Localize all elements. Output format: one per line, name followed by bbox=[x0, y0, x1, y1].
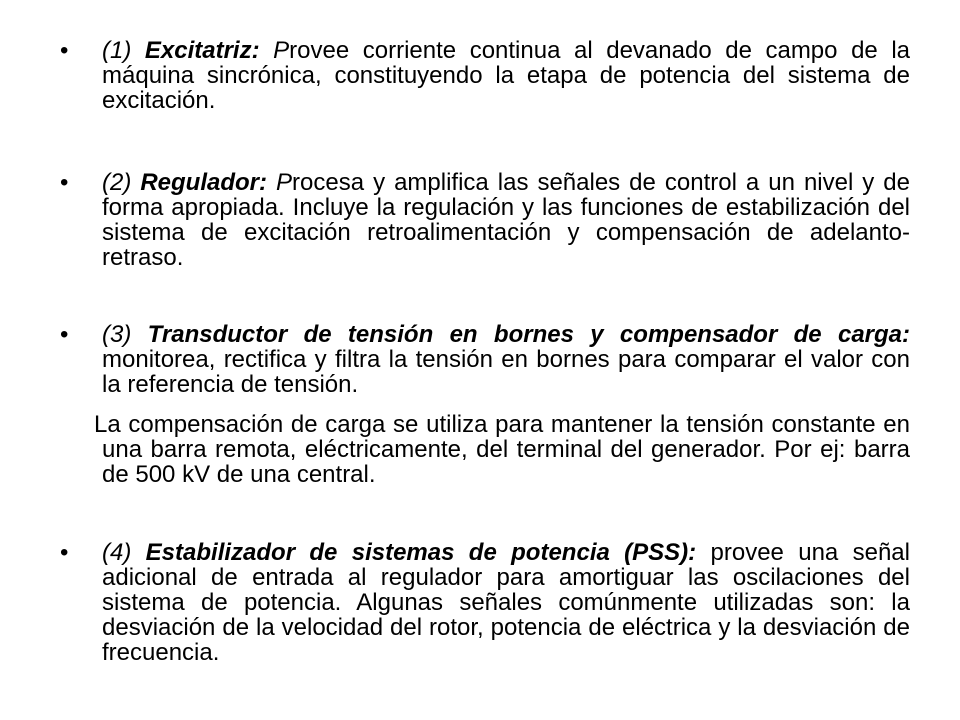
bullet-dot: • bbox=[60, 539, 69, 566]
bullet-text-transductor bbox=[102, 322, 910, 397]
bullet-text-excitatriz bbox=[102, 38, 910, 113]
bullet-text-estabilizador bbox=[102, 540, 910, 665]
item-term: Regulador: bbox=[140, 169, 268, 196]
item-number: (4) bbox=[102, 539, 146, 566]
item-term: Transductor de tensión en bornes y compensador de carga: bbox=[147, 321, 911, 348]
bullet-dot: • bbox=[60, 321, 69, 348]
item-term: Estabilizador de sistemas de potencia (PSS): bbox=[145, 539, 697, 566]
bullet-dot: • bbox=[60, 37, 69, 64]
item-number: (1) bbox=[102, 37, 145, 64]
item-description: rovee corriente continua al devanado de campo de la máquina sincrónica, constituyendo la etapa de potencia del sistema de excitación. bbox=[102, 37, 910, 114]
item-lead: P bbox=[259, 37, 290, 64]
item-description: rocesa y amplifica las señales de control a un nivel y de forma apropiada. Incluye la regulación y las funciones de estabilización del sistema de excitación retroalimentación y compensación de adelanto-retraso. bbox=[102, 169, 911, 271]
continuation-text: La compensación de carga se utiliza para mantener la tensión constante en una barra remota, eléctricamente, del terminal del generador. Por ej: barra de 500 kV de una central. bbox=[94, 411, 910, 488]
item-number: (3) bbox=[102, 321, 148, 348]
bullet-text-regulador bbox=[102, 170, 910, 270]
item-number: (2) bbox=[102, 169, 141, 196]
bullet-dot: • bbox=[60, 169, 69, 196]
continuation-paragraph bbox=[94, 411, 910, 488]
item-lead: P bbox=[267, 169, 293, 196]
item-term: Excitatriz: bbox=[144, 37, 260, 64]
item-description: monitorea, rectifica y filtra la tensión en bornes para comparar el valor con la referencia de tensión. bbox=[102, 346, 910, 398]
item-description: provee una señal adicional de entrada al regulador para amortiguar las oscilaciones del sistema de potencia. Algunas señales comúnmente utilizadas son: la desviación de la velocidad del rotor, potencia de eléctrica y la desviación de frecuencia. bbox=[102, 539, 910, 666]
